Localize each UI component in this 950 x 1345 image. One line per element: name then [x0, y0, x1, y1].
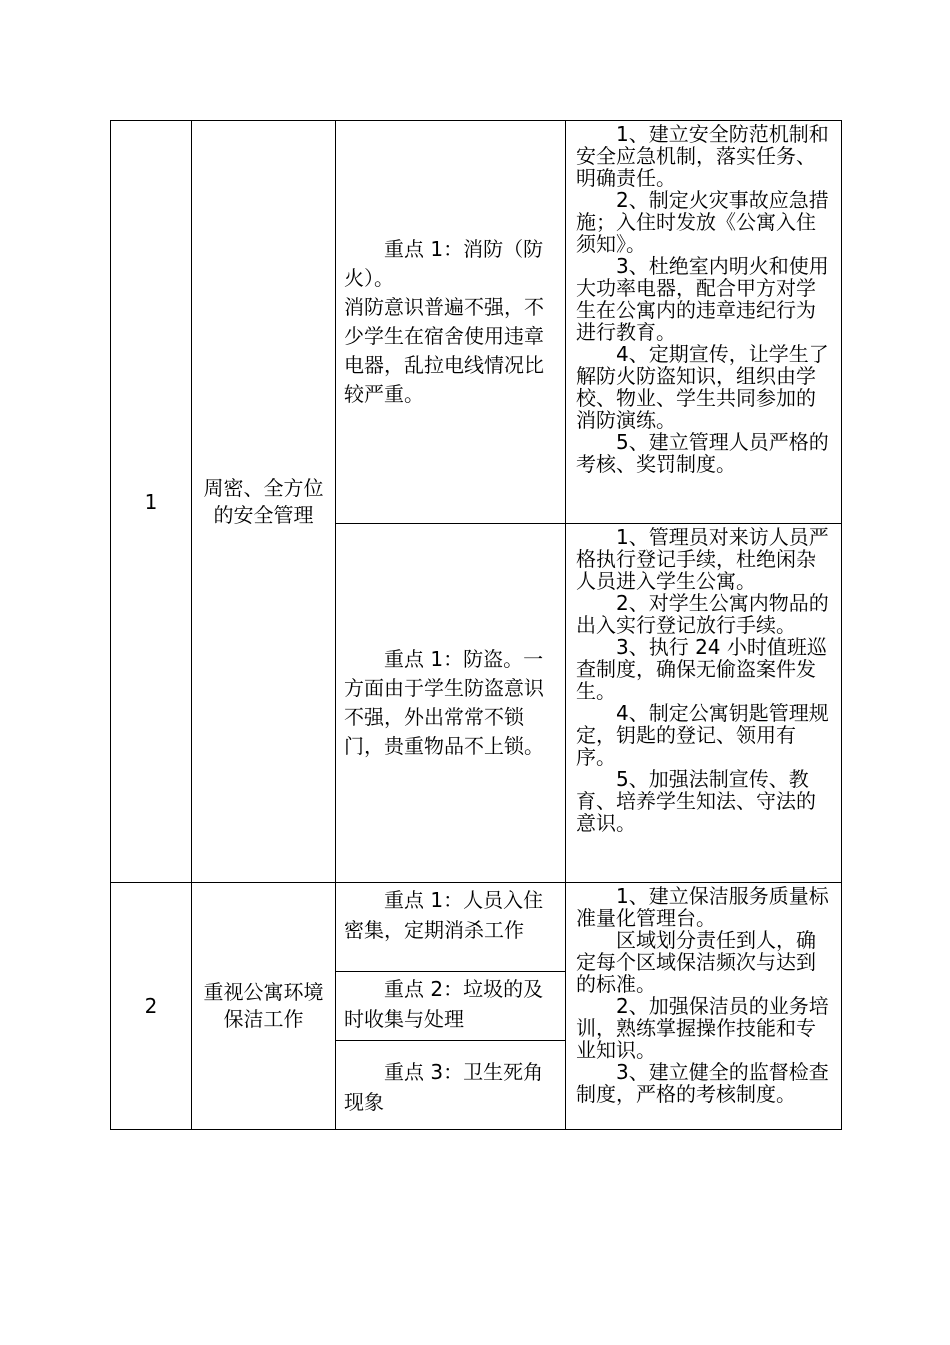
table-row: [111, 121, 842, 524]
measure-item: 1、建立安全防范机制和安全应急机制，落实任务、明确责任。: [576, 122, 829, 190]
measure-item: 1、建立保洁服务质量标准量化管理台。: [576, 884, 829, 930]
row-number: 1: [111, 121, 192, 883]
measure-item: 区域划分责任到人，确定每个区域保洁频次与达到的标准。: [576, 928, 816, 996]
category-cell: 重视公寓环境保洁工作: [192, 883, 336, 1130]
measures-cell-cleaning: [566, 883, 842, 1130]
issue-cell: [336, 883, 566, 972]
issue-text: 重点 2：垃圾的及时收集与处理: [344, 977, 544, 1031]
measure-item: 4、制定公寓钥匙管理规定，钥匙的登记、领用有序。: [576, 701, 829, 769]
row-number: 2: [111, 883, 192, 1130]
issue-text: 重点 1：防盗。一方面由于学生防盗意识不强，外出常常不锁门，贵重物品不上锁。: [344, 647, 544, 758]
table-row: [111, 883, 842, 972]
issue-cell: [336, 972, 566, 1041]
measure-item: 2、制定火灾事故应急措施；入住时发放《公寓入住须知》。: [576, 188, 829, 256]
measure-item: 3、建立健全的监督检查制度，严格的考核制度。: [576, 1060, 829, 1106]
measures-cell-theft: [566, 524, 842, 883]
measure-item: 2、加强保洁员的业务培训，熟练掌握操作技能和专业知识。: [576, 994, 829, 1062]
issue-cell-fire: [336, 121, 566, 524]
measures-cell-fire: [566, 121, 842, 524]
category-cell: 周密、全方位的安全管理: [192, 121, 336, 883]
measure-item: 3、杜绝室内明火和使用大功率电器，配合甲方对学生在公寓内的违章违纪行为进行教育。: [576, 254, 829, 344]
measure-item: 4、定期宣传，让学生了解防火防盗知识，组织由学校、物业、学生共同参加的消防演练。: [576, 342, 829, 432]
measure-item: 2、对学生公寓内物品的出入实行登记放行手续。: [576, 591, 829, 637]
management-table: [110, 120, 842, 1130]
measure-item: 5、加强法制宣传、教育、培养学生知法、守法的意识。: [576, 767, 816, 835]
measure-item: 5、建立管理人员严格的考核、奖罚制度。: [576, 430, 829, 476]
issue-lead: 重点 1：消防（防火）。: [344, 237, 544, 290]
issue-desc: 消防意识普遍不强，不少学生在宿舍使用违章电器，乱拉电线情况比较严重。: [344, 295, 544, 406]
issue-text: 重点 1：人员入住密集，定期消杀工作: [344, 888, 544, 942]
issue-cell: [336, 1041, 566, 1130]
measure-item: 1、管理员对来访人员严格执行登记手续，杜绝闲杂人员进入学生公寓。: [576, 525, 829, 593]
issue-cell-theft: [336, 524, 566, 883]
issue-text: 重点 3：卫生死角现象: [344, 1060, 544, 1114]
measure-item: 3、执行 24 小时值班巡查制度，确保无偷盗案件发生。: [576, 635, 827, 703]
